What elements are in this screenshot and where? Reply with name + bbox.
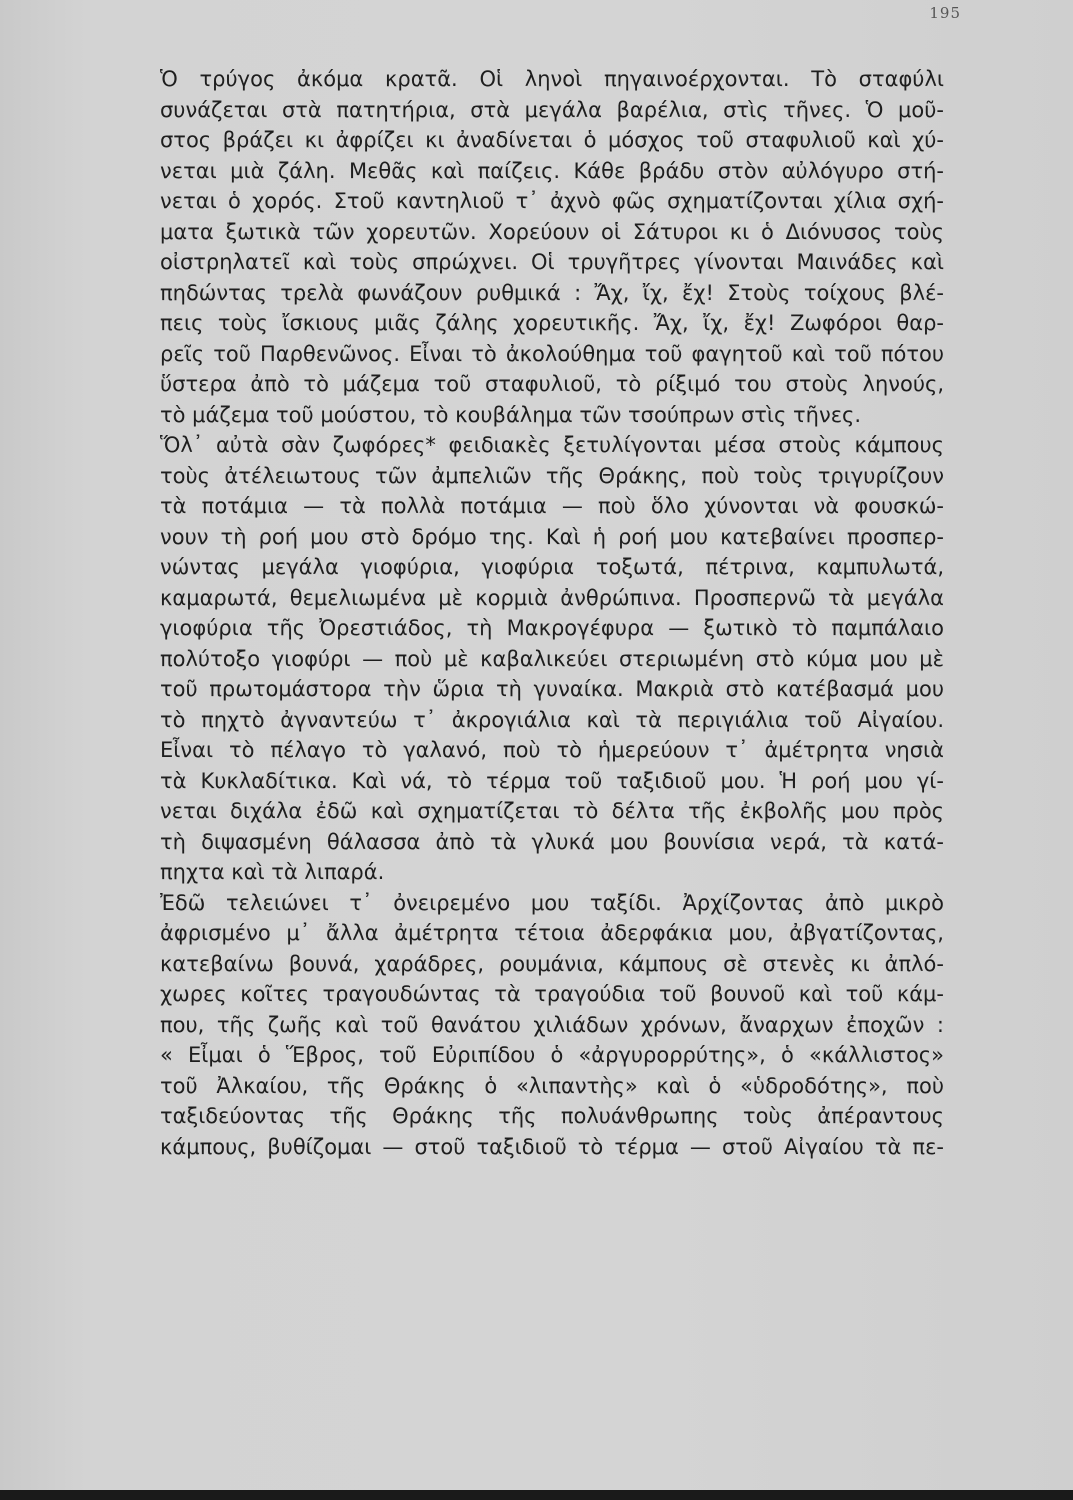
text-line: τὰ ποτάμια — τὰ πολλὰ ποτάμια — ποὺ ὅλο χύνονται νὰ φουσκώ- bbox=[160, 494, 944, 518]
text-line: Ὁ τρύγος ἀκόμα κρατᾶ. Οἱ ληνοὶ πηγαινοέρχονται. Τὸ σταφύλι bbox=[160, 67, 944, 91]
text-line: πηχτα καὶ τὰ λιπαρά. bbox=[160, 860, 385, 884]
text-line: συνάζεται στὰ πατητήρια, στὰ μεγάλα βαρέλια, στὶς τῆνες. Ὁ μοῦ- bbox=[160, 97, 944, 122]
text-line: νουν τὴ ροή μου στὸ δρόμο της. Καὶ ἡ ροή μου κατεβαίνει προσπερ- bbox=[160, 524, 944, 549]
text-line: οἰστρηλατεῖ καὶ τοὺς σπρώχνει. Οἱ τρυγῆτρες γίνονται Μαινάδες καὶ bbox=[160, 250, 944, 274]
text-line: τοῦ Ἀλκαίου, τῆς Θράκης ὁ «λιπαντὴς» καὶ ὁ «ὑδροδότης», ποὺ bbox=[160, 1073, 944, 1098]
text-line: γιοφύρια τῆς Ὀρεστιάδος, τὴ Μακρογέφυρα — ξωτικὸ τὸ παμπάλαιο bbox=[160, 616, 944, 640]
text-line: ρεῖς τοῦ Παρθενῶνος. Εἶναι τὸ ἀκολούθημα τοῦ φαγητοῦ καὶ τοῦ πότου bbox=[160, 341, 944, 366]
text-line: νεται ὁ χορός. Στοῦ καντηλιοῦ τ᾽ ἀχνὸ φῶς σχηματίζονται χίλια σχή- bbox=[160, 189, 944, 213]
text-line: νώντας μεγάλα γιοφύρια, γιοφύρια τοξωτά, πέτρινα, καμπυλωτά, bbox=[160, 555, 944, 579]
text-line: χωρες κοῖτες τραγουδώντας τὰ τραγούδια τοῦ βουνοῦ καὶ τοῦ κάμ- bbox=[160, 982, 944, 1006]
text-line: κατεβαίνω βουνά, χαράδρες, ρουμάνια, κάμπους σὲ στενὲς κι ἀπλό- bbox=[160, 951, 944, 976]
paragraph-2 bbox=[138, 430, 944, 888]
text-line: πολύτοξο γιοφύρι — ποὺ μὲ καβαλικεύει στεριωμένη στὸ κύμα μου μὲ bbox=[160, 646, 944, 671]
text-line: ματα ξωτικὰ τῶν χορευτῶν. Χορεύουν οἱ Σάτυροι κι ὁ Διόνυσος τοὺς bbox=[160, 219, 944, 244]
page-bottom-edge bbox=[0, 1490, 1073, 1500]
text-line: « Εἶμαι ὁ Ἕβρος, τοῦ Εὐριπίδου ὁ «ἀργυρορρύτης», ὁ «κάλλιστος» bbox=[160, 1043, 944, 1067]
text-line: τὴ διψασμένη θάλασσα ἀπὸ τὰ γλυκά μου βουνίσια νερά, τὰ κατά- bbox=[160, 829, 944, 854]
text-line: ἀφρισμένο μ᾽ ἄλλα ἀμέτρητα τέτοια ἀδερφάκια μου, ἀβγατίζοντας, bbox=[160, 921, 944, 945]
text-line: τὸ πηχτὸ ἀγναντεύω τ᾽ ἀκρογιάλια καὶ τὰ περιγιάλια τοῦ Αἰγαίου. bbox=[160, 707, 944, 732]
text-line: τὸ μάζεμα τοῦ μούστου, τὸ κουβάλημα τῶν τσούπρων στὶς τῆνες. bbox=[160, 402, 862, 427]
paragraph-3 bbox=[138, 888, 944, 1163]
body-text bbox=[138, 64, 944, 1162]
text-line: Ὅλ᾽ αὐτὰ σὰν ζωφόρες* φειδιακὲς ξετυλίγονται μέσα στοὺς κάμπους bbox=[160, 433, 944, 457]
text-line: πηδώντας τρελὰ φωνάζουν ρυθμικά : Ἄχ, ἴχ, ἔχ! Στοὺς τοίχους βλέ- bbox=[160, 280, 944, 305]
text-line: καμαρωτά, θεμελιωμένα μὲ κορμιὰ ἀνθρώπινα. Προσπερνῶ τὰ μεγάλα bbox=[160, 585, 944, 610]
text-line: Εἶναι τὸ πέλαγο τὸ γαλανό, ποὺ τὸ ἡμερεύουν τ᾽ ἀμέτρητα νησιὰ bbox=[160, 738, 944, 762]
text-line: τοὺς ἀτέλειωτους τῶν ἀμπελιῶν τῆς Θράκης, ποὺ τοὺς τριγυρίζουν bbox=[160, 463, 944, 488]
paragraph-1 bbox=[138, 64, 944, 430]
text-line: ὕστερα ἀπὸ τὸ μάζεμα τοῦ σταφυλιοῦ, τὸ ρίξιμό του στοὺς ληνούς, bbox=[160, 372, 944, 396]
page-number: 195 bbox=[929, 4, 961, 22]
text-line: κάμπους, βυθίζομαι — στοῦ ταξιδιοῦ τὸ τέρμα — στοῦ Αἰγαίου τὰ πε- bbox=[160, 1134, 944, 1159]
text-line: Ἐδῶ τελειώνει τ᾽ ὀνειρεμένο μου ταξίδι. Ἀρχίζοντας ἀπὸ μικρὸ bbox=[160, 890, 944, 915]
text-line: τοῦ πρωτομάστορα τὴν ὥρια τὴ γυναίκα. Μακριὰ στὸ κατέβασμά μου bbox=[160, 677, 944, 701]
text-line: τὰ Κυκλαδίτικα. Καὶ νά, τὸ τέρμα τοῦ ταξιδιοῦ μου. Ἡ ροή μου γί- bbox=[160, 768, 944, 793]
text-line: που, τῆς ζωῆς καὶ τοῦ θανάτου χιλιάδων χρόνων, ἄναρχων ἐποχῶν : bbox=[160, 1012, 944, 1037]
text-line: στος βράζει κι ἀφρίζει κι ἀναδίνεται ὁ μόσχος τοῦ σταφυλιοῦ καὶ χύ- bbox=[160, 128, 944, 152]
text-line: νεται διχάλα ἐδῶ καὶ σχηματίζεται τὸ δέλτα τῆς ἐκβολῆς μου πρὸς bbox=[160, 799, 944, 823]
text-line: ταξιδεύοντας τῆς Θράκης τῆς πολυάνθρωπης τοὺς ἀπέραντους bbox=[160, 1104, 944, 1128]
text-line: νεται μιὰ ζάλη. Μεθᾶς καὶ παίζεις. Κάθε βράδυ στὸν αὐλόγυρο στή- bbox=[160, 158, 944, 183]
text-line: πεις τοὺς ἴσκιους μιᾶς ζάλης χορευτικῆς. Ἄχ, ἴχ, ἔχ! Ζωφόροι θαρ- bbox=[160, 311, 944, 335]
